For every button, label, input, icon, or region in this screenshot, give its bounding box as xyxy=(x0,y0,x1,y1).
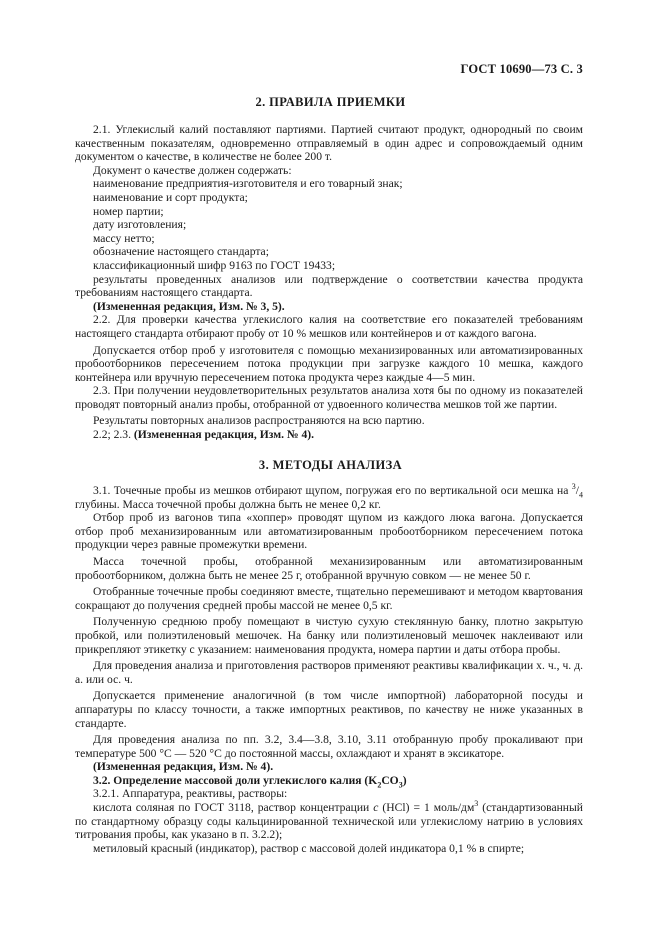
paragraph-hydrochloric-acid: кислота соляная по ГОСТ 3118, раствор концентрации c (HCl) = 1 моль/$дм^3$ (стандартизованный по стандартному образцу соды кальцинированной технической или углекислому натрию в условиях титрования пробы, как указано в п. 3.2.2); xyxy=(75,799,583,842)
paragraph-calcination: Для проведения анализа по пп. 3.2, 3.4—3.8, 3.10, 3.11 отобранную пробу прокаливают при температуре 500 °С — 520 °С до постоянной массы, охлаждают и хранят в эксикаторе. xyxy=(75,733,583,760)
list-item: наименование предприятия-изготовителя и его товарный знак; xyxy=(93,177,403,191)
fraction-numerator: 3 xyxy=(571,482,576,492)
fraction-denominator: 4 xyxy=(579,490,583,500)
paragraph-2-3: 2.3. При получении неудовлетворительных результатов анализа хотя бы по одному из показателей проводят повторный анализ пробы, отобранной от удвоенного количества мешков той же партии. xyxy=(75,384,583,411)
page-header: ГОСТ 10690—73 С. 3 xyxy=(460,62,583,76)
paragraph-2-3-results: Результаты повторных анализов распространяются на всю партию. xyxy=(93,414,425,428)
paragraph-reagents: Для проведения анализа и приготовления растворов применяют реактивы квалификации х. ч., ч. д. а. или ос. ч. xyxy=(75,659,583,686)
amendment-note-2 xyxy=(75,428,583,442)
amendment-text: (Измененная редакция, Изм. № 4). xyxy=(133,428,315,442)
paragraph-3-2-1: 3.2.1. Аппаратура, реактивы, растворы: xyxy=(93,787,288,801)
amendment-prefix: 2.2; 2.3. xyxy=(93,428,132,442)
section-2-body xyxy=(75,123,583,442)
paragraph-sample-storage: Полученную среднюю пробу помещают в чистую сухую стеклянную банку, плотно закрытую пробкой, или полиэтиленовый мешочек. На банку или полиэтиленовый мешочек наклеивают или прикрепляют этикетку с указанием: наименования продукта, номера партии и даты отбора пробы. xyxy=(75,615,583,656)
section-3-title: 3. МЕТОДЫ АНАЛИЗА xyxy=(258,458,403,472)
paragraph-methyl-red: метиловый красный (индикатор), раствор с массовой долей индикатора 0,1 % в спирте; xyxy=(93,841,525,855)
list-item: классификационный шифр 9163 по ГОСТ 19433; xyxy=(93,258,336,272)
paragraph-equipment: Допускается применение аналогичной (в том числе импортной) лабораторной посуды и аппаратуры по классу точности, а также импортных реактивов, по качеству не ниже указанных в стандарте. xyxy=(75,689,583,730)
paragraph-2-1: 2.1. Углекислый калий поставляют партиями. Партией считают продукт, однородный по своим качественным показателям, одновременно отправляемый в один адрес и сопровождаемый одним документом о качестве, в количестве не более 200 т. xyxy=(75,123,583,164)
list-item: массу нетто; xyxy=(93,231,155,245)
paragraph-hopper-sampling: Отбор проб из вагонов типа «хоппер» проводят щупом из каждого люка вагона. Допускается отбор проб механизированным или автоматизированным пробоотборником пересечением потока продукции через равные промежутки времени. xyxy=(75,511,583,552)
document-intro: Документ о качестве должен содержать: xyxy=(93,163,292,177)
paragraph-2-2-sampling: Допускается отбор проб у изготовителя с помощью механизированных или автоматизированных пробоотборников пересечением потока продукции при загрузке каждого 10 мешка, каждого контейнера или вручную пересечением потока продукта через каждые 4—5 мин. xyxy=(75,343,583,384)
section-3-body xyxy=(75,484,583,855)
list-item: наименование и сорт продукта; xyxy=(93,190,248,204)
amendment-note-3: (Измененная редакция, Изм. № 4). xyxy=(93,760,274,774)
paragraph-combined-sample: Отобранные точечные пробы соединяют вместе, тщательно перемешивают и методом квартования сокращают до получения средней пробы массой не менее 0,5 кг. xyxy=(75,585,583,612)
section-2-title: 2. ПРАВИЛА ПРИЕМКИ xyxy=(255,95,406,109)
paragraph-3-1: 3.1. Точечные пробы из мешков отбирают щупом, погружая его по вертикальной оси мешка на $^3/_4$ глубины. Масса точечной пробы должна быть не менее 0,2 кг. xyxy=(75,482,583,511)
paragraph-2-2: 2.2. Для проверки качества углекислого калия на соответствие его показателей требованиям настоящего стандарта отбирают пробу от 10 % мешков или контейнеров и от каждого вагона. xyxy=(75,313,583,340)
list-item: дату изготовления; xyxy=(93,218,187,232)
amendment-note: (Измененная редакция, Изм. № 3, 5). xyxy=(93,299,285,313)
paragraph-point-sample-mass: Масса точечной пробы, отобранной механизированным или автоматизированным пробоотборником, должна быть не менее 25 г, отобранной вручную совком — не менее 50 г. xyxy=(75,554,583,582)
list-item: результаты проведенных анализов или подтверждение о соответствии качества продукта требованиям настоящего стандарта. xyxy=(75,272,583,300)
list-item: обозначение настоящего стандарта; xyxy=(93,245,269,259)
list-item: номер партии; xyxy=(93,204,164,218)
paragraph-3-2-title: 3.2. Определение массовой доли углекислого калия $(K_2CO_3)$ xyxy=(93,773,407,790)
